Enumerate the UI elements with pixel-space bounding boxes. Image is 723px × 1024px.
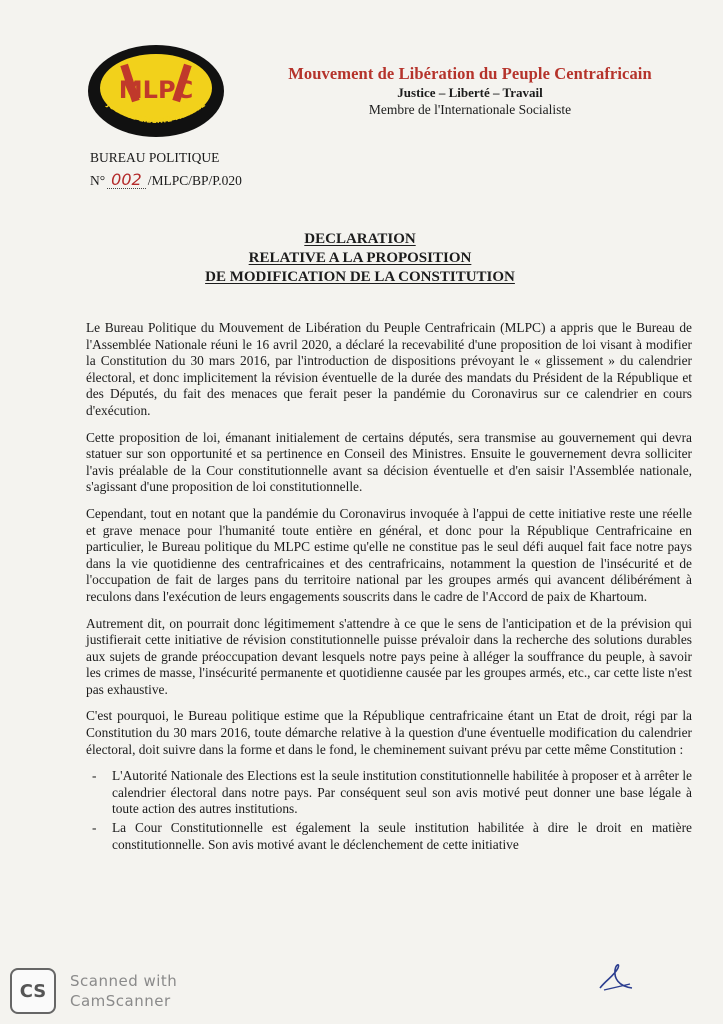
paragraph-1: Le Bureau Politique du Mouvement de Libération du Peuple Centrafricain (MLPC) a appris que le Bureau de l'Assemblée Nationale réuni le 16 avril 2020, a déclaré la recevabilité d'une proposition de loi visant à modifier la Constitution du 30 mars 2016, par l'introduction de dispositions prévoyant le « glissement » du calendrier électoral, et donc implicitement la révision éventuelle de la durée des mandats du Président de la République et des Députés, du fait des menaces que ferait peser la pandémie du Coronavirus sur ce calendrier en cours d'exécution.	[86, 320, 692, 418]
handwritten-initial	[596, 958, 636, 994]
bullet-marker: -	[92, 768, 97, 784]
scanner-line-2: CamScanner	[70, 992, 171, 1010]
organization-name: Mouvement de Libération du Peuple Centrafricain	[288, 64, 652, 83]
svg-text:JUSTICE-LIBERTE-TRAVAIL: JUSTICE-LIBERTE-TRAVAIL	[105, 99, 207, 126]
svg-text:MLPC: MLPC	[118, 76, 194, 104]
bullet-marker: -	[92, 820, 97, 836]
declaration-title	[120, 230, 600, 287]
reference-number-line	[90, 172, 242, 189]
title-line-2: RELATIVE A LA PROPOSITION	[248, 250, 472, 266]
title-line-3: DE MODIFICATION DE LA CONSTITUTION	[205, 269, 515, 285]
mlpc-logo	[86, 42, 226, 140]
list-item-text: L'Autorité Nationale des Elections est la seule institution constitutionnelle habilitée à proposer et à arrêter le calendrier électoral dans notre pays. Par conséquent seul son avis motivé peut donner une base légale à toute action des autres institutions.	[112, 768, 692, 817]
reference-block	[90, 150, 242, 189]
paragraph-4: Autrement dit, on pourrait donc légitimement s'attendre à ce que le sens de l'anticipation et de la prévision qui justifierait cette initiative de révision constitutionnelle puisse prévaloir dans la recherche des solutions durables aux sujets de grande préoccupation devant lesquels notre pays peine à alléger la souffrance du peuple, à savoir les crimes de masse, l'insécurité permanente et quotidienne causée par les groupes armés, etc., car cette liste n'est pas exhaustive.	[86, 615, 692, 697]
bureau-label: BUREAU POLITIQUE	[90, 150, 220, 165]
scanner-line-1: Scanned with	[70, 972, 178, 990]
camscanner-logo-icon: CS	[10, 968, 56, 1014]
paragraph-5: C'est pourquoi, le Bureau politique estime que la République centrafricaine étant un Etat de droit, régi par la Constitution du 30 mars 2016, toute démarche relative à la question d'une éventuelle modification du calendrier électoral, doit suivre dans la forme et dans le fond, le cheminement suivant prévu par cette même Constitution :	[86, 708, 692, 757]
paragraph-3: Cependant, tout en notant que la pandémie du Coronavirus invoquée à l'appui de cette initiative reste une réelle et grave menace pour l'humanité toute entière en général, et donc pour la République Centrafricaine en particulier, le Bureau politique du MLPC estime qu'elle ne constitue pas le seul défi auquel fait face notre pays dans la vie quotidienne des centrafricaines et des centrafricains, notamment la question de l'insécurité et de l'occupation de fait de larges pans du territoire national par les groupes armés qui avancent délibérément à reculons dans l'exécution de leurs engagements souscrits dans le cadre de l'Accord de paix de Khartoum.	[86, 505, 692, 604]
bullet-list	[86, 768, 692, 853]
declaration-body	[86, 320, 692, 855]
paragraph-2: Cette proposition de loi, émanant initialement de certains députés, sera transmise au gouvernement qui devra statuer sur son opportunité et sa pertinence en Conseil des Ministres. Ensuite le gouvernement devra solliciter l'avis préalable de la Cour constitutionnelle avant sa décision éventuelle et d'en saisir l'Assemblée nationale, s'agissant d'une proposition de loi constitutionnelle.	[86, 429, 692, 495]
organization-motto: Justice – Liberté – Travail	[397, 85, 543, 100]
reference-suffix: /MLPC/BP/P.020	[147, 173, 242, 188]
reference-number-handwritten: 002	[107, 172, 146, 189]
list-item-text: La Cour Constitutionnelle est également la seule institution habilitée à dire le droit en matière constitutionnelle. Son avis motivé avant le déclenchement de cette initiative	[112, 820, 692, 852]
organization-header	[250, 64, 690, 118]
list-item	[86, 768, 692, 818]
camscanner-text	[70, 971, 177, 1011]
reference-prefix: N°	[90, 173, 106, 188]
title-line-1: DECLARATION	[304, 231, 416, 247]
camscanner-watermark	[10, 968, 177, 1014]
organization-membership: Membre de l'Internationale Socialiste	[368, 102, 572, 117]
list-item	[86, 820, 692, 853]
